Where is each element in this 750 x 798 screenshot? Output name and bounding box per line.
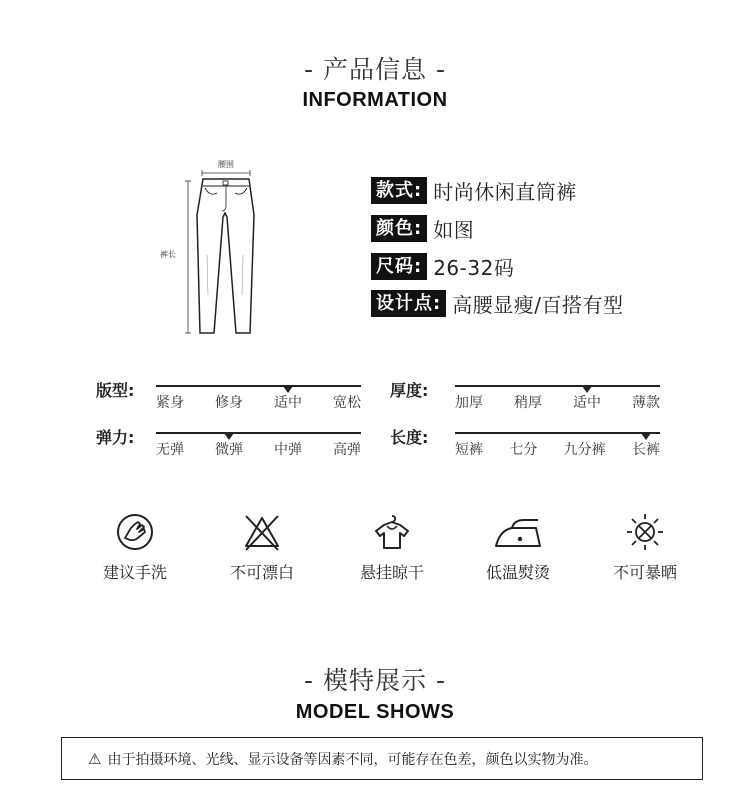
care-label: 悬挂晾干 [359, 563, 424, 582]
scale-line [455, 385, 660, 387]
info-section-subtitle: INFORMATION [302, 89, 448, 111]
scale-option: 高弹 [333, 442, 361, 458]
no-bleach-icon [240, 510, 284, 554]
scale-option: 薄款 [632, 395, 660, 411]
scale-label-elasticity: 弹力: [96, 428, 135, 447]
care-item-no-bleach [202, 510, 322, 583]
info-key-color: 颜色: [371, 215, 427, 242]
info-row-style [371, 175, 577, 205]
care-item-hand-wash [75, 510, 195, 583]
info-row-color [371, 213, 474, 243]
info-key-design: 设计点: [371, 290, 446, 317]
info-value-size: 26-32码 [433, 255, 515, 280]
scale-option: 短裤 [455, 442, 483, 458]
scale-option: 长裤 [631, 442, 660, 458]
waist-label: 腰围 [218, 160, 234, 169]
scale-option: 修身 [215, 395, 243, 411]
scale-label-length: 长度: [390, 428, 429, 447]
care-item-no-sun [585, 510, 705, 583]
info-section-title: - 产品信息 - [304, 55, 446, 84]
scale-option: 加厚 [455, 395, 483, 411]
scale-option: 适中 [573, 395, 601, 411]
scale-elasticity [156, 427, 361, 467]
scale-line [156, 385, 361, 387]
scale-fit [156, 380, 361, 420]
care-item-low-iron [458, 510, 578, 583]
care-label: 建议手洗 [102, 563, 167, 582]
pants-outline-icon [150, 155, 280, 345]
color-notice [61, 737, 703, 780]
scale-option: 适中 [274, 395, 302, 411]
no-sun-icon [623, 510, 667, 554]
model-section-title: - 模特展示 - [304, 666, 446, 695]
info-key-size: 尺码: [371, 253, 427, 280]
scale-label-thickness: 厚度: [390, 381, 429, 400]
hang-dry-icon [370, 510, 414, 554]
scale-option: 紧身 [156, 395, 184, 411]
pants-diagram [150, 155, 280, 345]
scale-label-fit: 版型: [96, 381, 135, 400]
care-label: 不可暴晒 [612, 563, 677, 582]
scale-option: 宽松 [333, 395, 361, 411]
info-row-design [371, 288, 623, 318]
info-value-design: 高腰显瘦/百搭有型 [452, 292, 624, 317]
scale-option: 微弹 [215, 442, 243, 458]
info-row-size [371, 251, 514, 281]
care-label: 低温熨烫 [485, 563, 550, 582]
hand-wash-icon [113, 510, 157, 554]
info-value-style: 时尚休闲直筒裤 [433, 179, 577, 204]
care-item-hang-dry [332, 510, 452, 583]
scale-length [455, 427, 660, 467]
info-key-style: 款式: [371, 177, 427, 204]
notice-text: 由于拍摄环境、光线、显示设备等因素不同，可能存在色差，颜色以实物为准。 [107, 751, 598, 768]
length-label: 裤长 [160, 250, 176, 259]
scale-option: 中弹 [274, 442, 302, 458]
warning-icon: ⚠ [88, 749, 102, 768]
model-section-subtitle: MODEL SHOWS [295, 701, 455, 723]
scale-thickness [455, 380, 660, 420]
info-value-color: 如图 [433, 217, 475, 242]
care-label: 不可漂白 [229, 563, 294, 582]
scale-option: 七分 [509, 442, 538, 458]
low-iron-icon [490, 510, 546, 554]
scale-line [455, 432, 660, 434]
scale-option: 稍厚 [514, 395, 542, 411]
scale-option: 九分裤 [563, 442, 606, 458]
scale-line [156, 432, 361, 434]
scale-option: 无弹 [156, 442, 184, 458]
